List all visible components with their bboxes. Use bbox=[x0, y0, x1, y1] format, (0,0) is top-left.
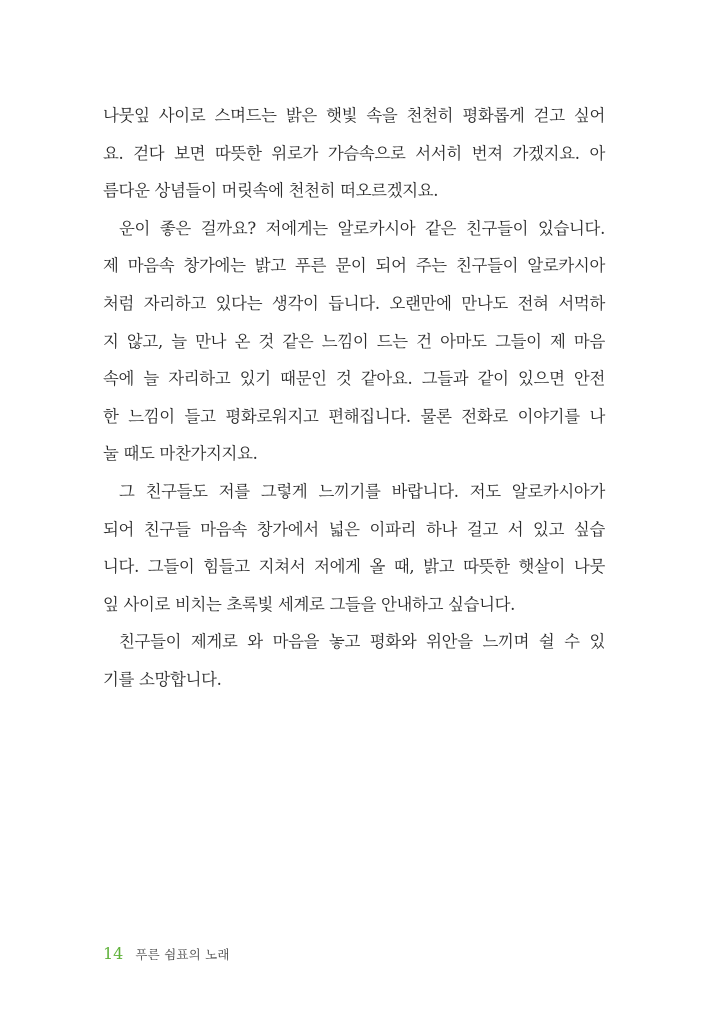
page-footer bbox=[103, 944, 230, 972]
text-line: 속에 늘 자리하고 있기 때문인 것 같아요. 그들과 같이 있으면 안전 bbox=[103, 369, 605, 389]
page-number: 14 bbox=[103, 944, 124, 963]
text-line: 운이 좋은 걸까요? 저에게는 알로카시아 같은 친구들이 있습니다. bbox=[119, 218, 605, 238]
paragraph-4 bbox=[103, 623, 605, 698]
running-title: 푸른 쉼표의 노래 bbox=[135, 947, 230, 962]
text-line: 처럼 자리하고 있다는 생각이 듭니다. 오랜만에 만나도 전혀 서먹하 bbox=[103, 293, 605, 313]
text-line: 지 않고, 늘 만나 온 것 같은 느낌이 드는 건 아마도 그들이 제 마음 bbox=[103, 331, 605, 351]
paragraph-3 bbox=[103, 473, 605, 623]
text-line: 름다운 상념들이 머릿속에 천천히 떠오르겠지요. bbox=[103, 181, 439, 201]
text-line: 제 마음속 창가에는 밝고 푸른 문이 되어 주는 친구들이 알로카시아 bbox=[103, 256, 605, 276]
text-line: 되어 친구들 마음속 창가에서 넓은 이파리 하나 걸고 서 있고 싶습 bbox=[103, 519, 605, 539]
paragraph-1 bbox=[103, 97, 605, 210]
text-line: 기를 소망합니다. bbox=[103, 669, 222, 689]
text-line: 친구들이 제게로 와 마음을 놓고 평화와 위안을 느끼며 쉴 수 있 bbox=[119, 632, 605, 652]
text-line: 눌 때도 마찬가지지요. bbox=[103, 444, 258, 464]
text-line: 그 친구들도 저를 그렇게 느끼기를 바랍니다. 저도 알로카시아가 bbox=[119, 481, 605, 501]
text-line: 잎 사이로 비치는 초록빛 세계로 그들을 안내하고 싶습니다. bbox=[103, 594, 516, 614]
paragraph-2 bbox=[103, 210, 605, 473]
page-body bbox=[103, 97, 605, 699]
text-line: 한 느낌이 들고 평화로워지고 편해집니다. 물론 전화로 이야기를 나 bbox=[103, 406, 605, 426]
text-line: 요. 걷다 보면 따뜻한 위로가 가슴속으로 서서히 번져 가겠지요. 아 bbox=[103, 143, 605, 163]
text-line: 나뭇잎 사이로 스며드는 밝은 햇빛 속을 천천히 평화롭게 걷고 싶어 bbox=[103, 106, 605, 125]
text-line: 니다. 그들이 힘들고 지쳐서 저에게 올 때, 밝고 따뜻한 햇살이 나뭇 bbox=[103, 557, 605, 577]
